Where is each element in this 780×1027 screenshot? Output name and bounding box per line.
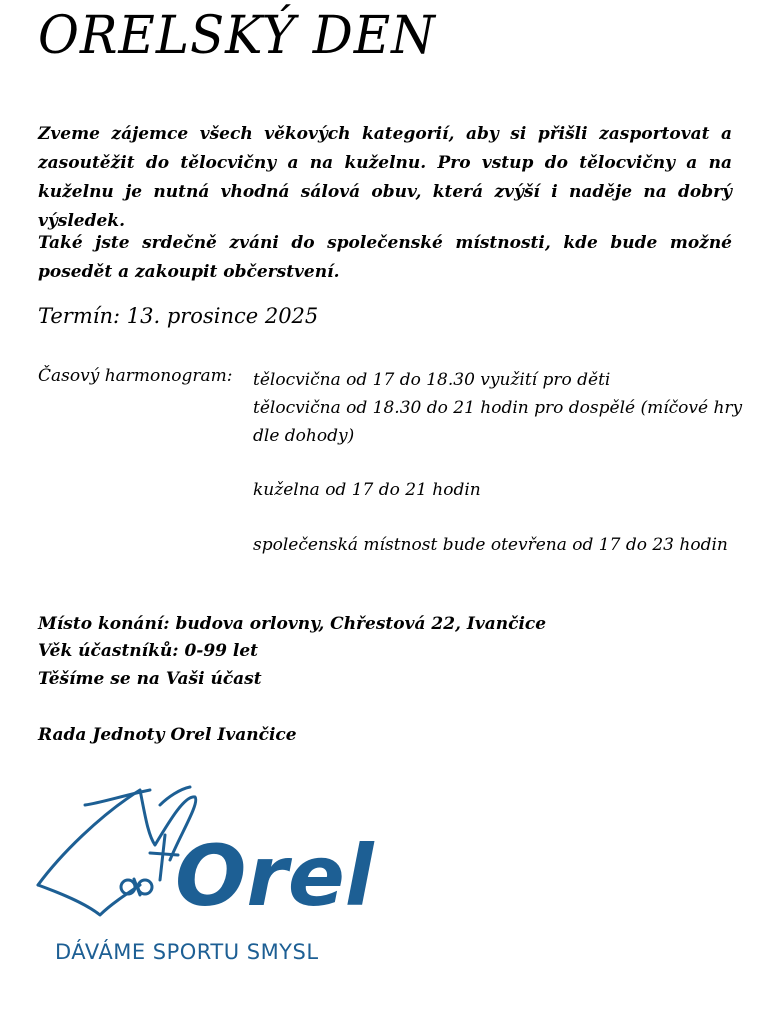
invite-paragraph: Také jste srdečně zváni do společenské místnosti, kde bude možné posedět a zakoupit občerstvení. <box>38 233 732 282</box>
schedule-label: Časový harmonogram: <box>38 366 233 386</box>
signature: Rada Jednoty Orel Ivančice <box>38 725 297 745</box>
schedule-item: kuželna od 17 do 21 hodin <box>253 480 481 500</box>
logo-slogan: DÁVÁME SPORTU SMYSL <box>55 940 319 964</box>
intro-paragraph: Zveme zájemce všech věkových kategorií, aby si přišli zasportovat a zasoutěžit do tělocvičny a na kuželnu. Pro vstup do tělocvičny a na kuželnu je nutná vhodná sálová obuv, která zvýší i naděje na dobrý výsledek. <box>38 124 732 231</box>
schedule-item: tělocvična od 18.30 do 21 hodin pro dospělé (míčové hry dle dohody) <box>253 398 743 446</box>
page-title: ORELSKÝ DEN <box>38 6 436 66</box>
event-date: Termín: 13. prosince 2025 <box>38 304 319 328</box>
logo-text: Orel <box>175 827 374 925</box>
participant-age: Věk účastníků: 0-99 let <box>38 641 259 661</box>
event-place: Místo konání: budova orlovny, Chřestová 22, Ivančice <box>38 614 547 634</box>
schedule-item: tělocvična od 17 do 18.30 využití pro děti <box>253 370 611 390</box>
schedule-item: společenská místnost bude otevřena od 17 do 23 hodin <box>253 535 728 555</box>
heart-outline-icon <box>38 787 196 915</box>
greeting: Těšíme se na Vaši účast <box>38 669 262 689</box>
